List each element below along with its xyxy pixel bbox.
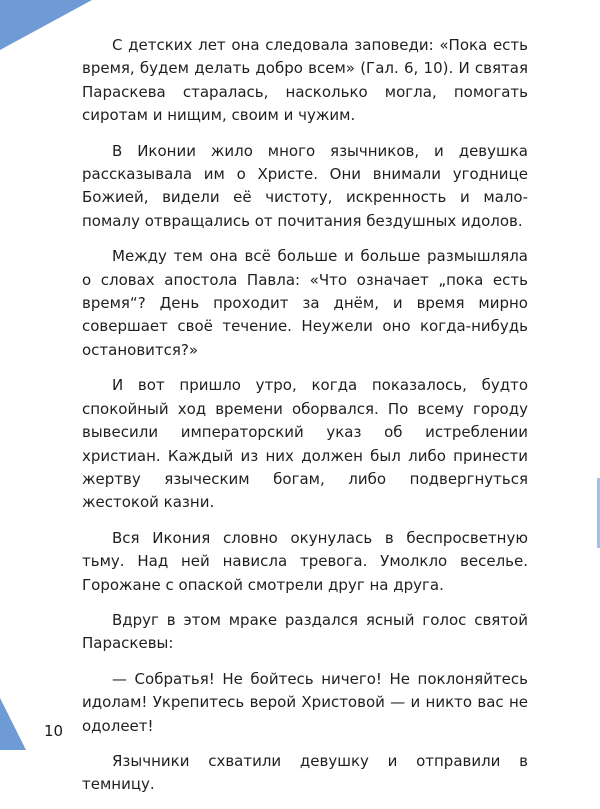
body-text [82, 34, 528, 809]
corner-decoration-top [0, 0, 92, 50]
page-number: 10 [44, 722, 64, 740]
paragraph: Вдруг в этом мраке раздался ясный голос святой Параскевы: [82, 610, 528, 653]
paragraph: Вся Икония словно окунулась в беспросветную тьму. Над ней нависла тревога. Умолкло веселье. Горожане с опаской смотрели друг на друга. [82, 528, 528, 594]
paragraph: Между тем она всё больше и больше размышляла о словах апостола Павла: «Что означает „пока есть время“? День проходит за днём, и время мирно совершает своё течение. Неужели оно когда-нибудь остановится?» [82, 247, 528, 359]
paragraph: И вот пришло утро, когда показалось, будто спокойный ход времени оборвался. По всему городу вывесили императорский указ об истреблении христиан. Каждый из них должен был либо принести жертву языческим богам, либо подвергнуться жестокой казни. [82, 376, 528, 512]
paragraph: С детских лет она следовала заповеди: «Пока есть время, будем делать добро всем» (Гал. 6, 10). И святая Параскева старалась, насколько могла, помогать сиротам и нищим, своим и чужим. [82, 36, 528, 125]
paragraph: В Иконии жило много язычников, и девушка рассказывала им о Христе. Они внимали угоднице Божией, видели её чистоту, искренность и мало-помалу отвращались от почитания бездушных идолов. [82, 141, 528, 230]
paragraph: Язычники схватили девушку и отправили в темницу. [82, 751, 528, 794]
paragraph: — Собратья! Не бойтесь ничего! Не поклоняйтесь идолам! Укрепитесь верой Христовой — и никто вас не одолеет! [82, 669, 528, 735]
corner-decoration-bottom [0, 698, 26, 750]
